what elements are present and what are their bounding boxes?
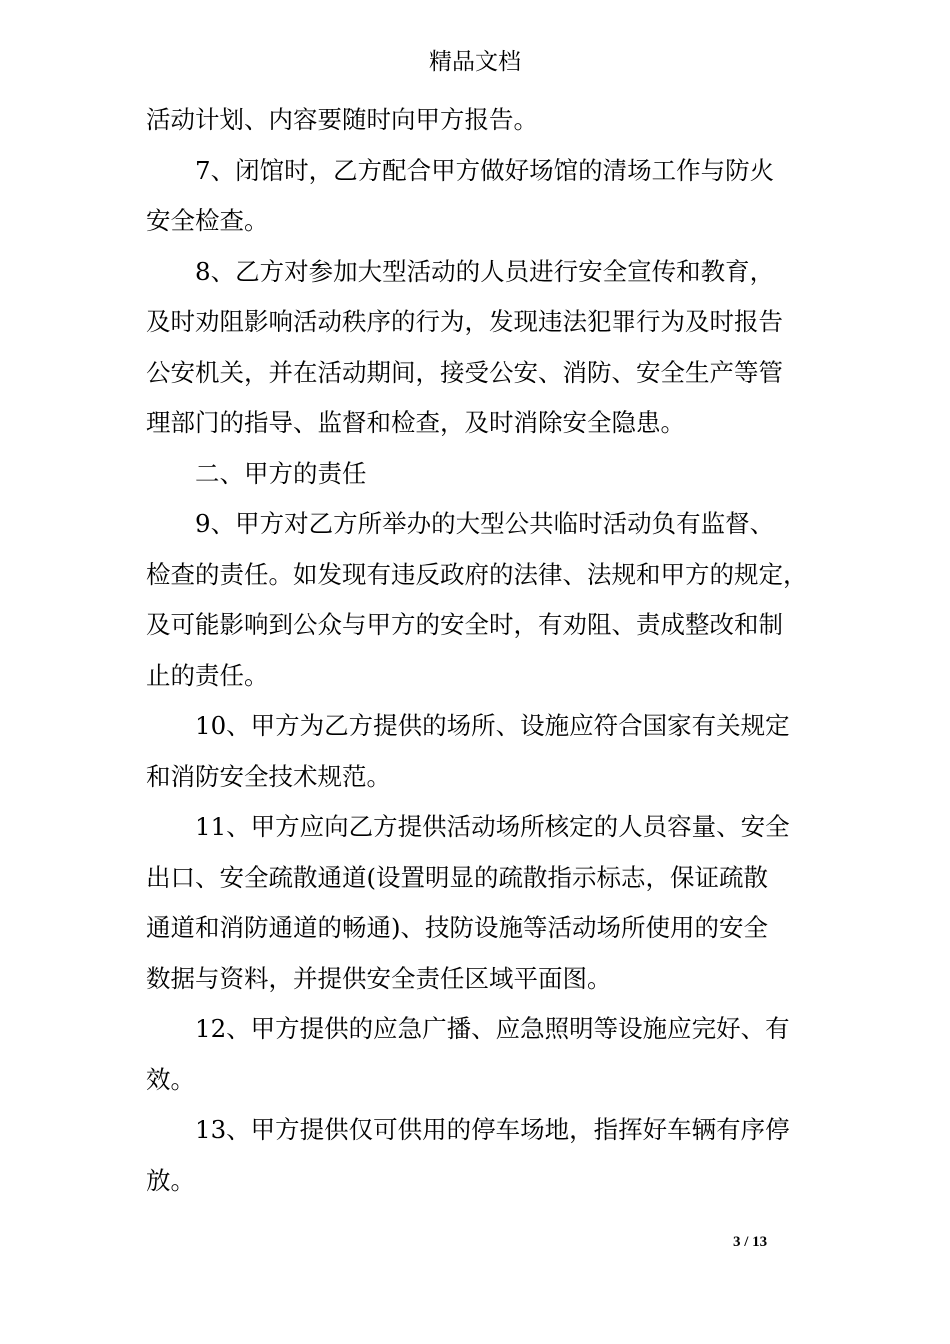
text-line: 数据与资料，并提供安全责任区域平面图。 <box>146 963 612 993</box>
text-line: 理部门的指导、监督和检查，及时消除安全隐患。 <box>146 408 685 437</box>
page-header-title: 精品文档 <box>429 49 521 75</box>
text-line: 及可能影响到公众与甲方的安全时，有劝阻、责成整改和制 <box>146 610 783 639</box>
text-line: 出口、安全疏散通道(设置明显的疏散指示标志，保证疏散 <box>146 862 769 892</box>
text-line: 效。 <box>146 1064 195 1094</box>
text-line: 13、甲方提供仅可供用的停车场地，指挥好车辆有序停 <box>195 1115 790 1144</box>
section-heading: 二、甲方的责任 <box>195 458 367 488</box>
text-line: 安全检查。 <box>146 206 269 235</box>
text-line: 7、闭馆时，乙方配合甲方做好场馆的清场工作与防火 <box>195 155 775 185</box>
text-line: 和消防安全技术规范。 <box>146 761 391 791</box>
text-line: 10、甲方为乙方提供的场所、设施应符合国家有关规定 <box>195 711 790 740</box>
document-body <box>146 95 814 1206</box>
text-line: 通道和消防通道的畅通)、技防设施等活动场所使用的安全 <box>146 913 769 942</box>
text-line: 及时劝阻影响活动秩序的行为，发现违法犯罪行为及时报告 <box>146 307 783 336</box>
text-line: 活动计划、内容要随时向甲方报告。 <box>146 105 538 134</box>
text-line: 检查的责任。如发现有违反政府的法律、法规和甲方的规定， <box>146 559 808 589</box>
text-line: 9、甲方对乙方所举办的大型公共临时活动负有监督、 <box>195 509 775 538</box>
page-number: 3 / 13 <box>733 1234 768 1250</box>
text-line: 放。 <box>146 1165 195 1195</box>
text-line: 8、乙方对参加大型活动的人员进行安全宣传和教育， <box>195 256 775 286</box>
text-line: 止的责任。 <box>146 660 269 690</box>
text-line: 12、甲方提供的应急广播、应急照明等设施应完好、有 <box>195 1014 790 1043</box>
text-line: 公安机关，并在活动期间，接受公安、消防、安全生产等管 <box>146 357 783 387</box>
text-line: 11、甲方应向乙方提供活动场所核定的人员容量、安全 <box>195 812 790 841</box>
